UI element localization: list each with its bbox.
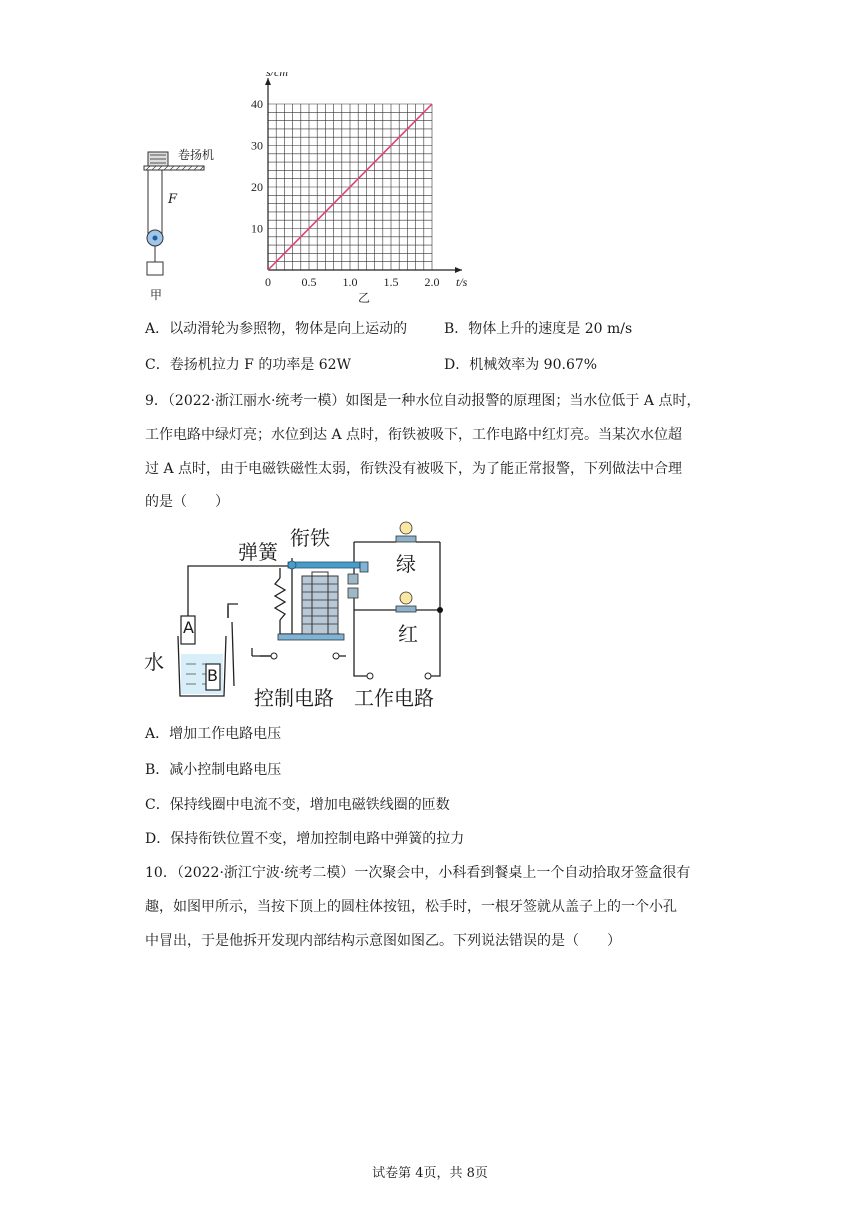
caption-jia: 甲: [150, 288, 163, 302]
q9-option-d: D．保持衔铁位置不变，增加控制电路中弹簧的拉力: [145, 831, 465, 847]
x-tick-label: 1.5: [383, 275, 399, 289]
st-chart-yi: [236, 72, 486, 308]
y-axis-arrow: [265, 78, 271, 85]
st-chart-svg: [236, 72, 486, 308]
x-axis-label: t/s: [456, 275, 468, 289]
q8-option-a: A．以动滑轮为参照物，物体是向上运动的: [145, 321, 408, 337]
q8-option-b: B．物体上升的速度是 20 m/s: [444, 321, 633, 337]
water-label: 水: [144, 650, 164, 674]
y-tick-label: 20: [251, 180, 263, 194]
winch-label: 卷扬机: [178, 148, 215, 162]
x-tick-label: 0.5: [301, 275, 317, 289]
point-b-label: B: [207, 666, 218, 685]
armature-label: 衔铁: [290, 526, 330, 550]
page-footer: 试卷第 4页，共 8页: [372, 1166, 488, 1181]
q9-stem-line-4: 的是（ ）: [145, 494, 229, 510]
y-tick-label: 30: [251, 138, 263, 153]
y-tick-label: 40: [251, 97, 263, 111]
x-tick-label: 1.0: [342, 275, 358, 289]
chart-caption: 乙: [357, 291, 371, 305]
control-circuit-label: 控制电路: [254, 686, 334, 710]
red-lamp-label: 红: [398, 622, 418, 646]
point-a-label: A: [183, 618, 194, 637]
x-tick-label: 0: [265, 275, 271, 289]
water-alarm-diagram: [140, 518, 450, 714]
y-axis-label: s/cm: [266, 72, 288, 79]
spring-label: 弹簧: [238, 540, 278, 564]
y-tick-label: 10: [251, 221, 263, 236]
pulley-diagram: [138, 140, 228, 310]
force-label: F: [168, 192, 178, 207]
q9-stem-line-2: 工作电路中绿灯亮；水位到达 A 点时，衔铁被吸下，工作电路中红灯亮。当某次水位超: [145, 427, 683, 443]
q10-stem-line-2: 趣，如图甲所示，当按下顶上的圆柱体按钮，松手时，一根牙签就从盖子上的一个小孔: [145, 899, 677, 915]
q10-stem-line-3: 中冒出，于是他拆开发现内部结构示意图如图乙。下列说法错误的是（ ）: [145, 933, 621, 949]
q9-option-b: B．减小控制电路电压: [145, 762, 282, 778]
work-circuit-label: 工作电路: [354, 686, 434, 710]
q9-option-a: A．增加工作电路电压: [145, 726, 282, 742]
q8-option-d: D．机械效率为 90.67%: [444, 357, 598, 373]
q8-option-c: C．卷扬机拉力 F 的功率是 62W: [145, 357, 351, 373]
q9-option-c: C．保持线圈中电流不变，增加电磁铁线圈的匝数: [145, 797, 450, 813]
green-lamp-label: 绿: [396, 552, 416, 576]
q9-stem-line-1: 9．（2022·浙江丽水·统考一模）如图是一种水位自动报警的原理图；当水位低于 A 点时，: [145, 393, 701, 409]
figure-pulley-jia: [138, 140, 228, 310]
x-axis-arrow: [455, 267, 462, 273]
x-tick-label: 2.0: [424, 275, 440, 289]
q10-stem-line-1: 10．（2022·浙江宁波·统考二模）一次聚会中，小科看到餐桌上一个自动拾取牙签盒很有: [145, 865, 691, 881]
q9-stem-line-3: 过 A 点时，由于电磁铁磁性太弱，衔铁没有被吸下，为了能正常报警，下列做法中合理: [145, 461, 683, 477]
